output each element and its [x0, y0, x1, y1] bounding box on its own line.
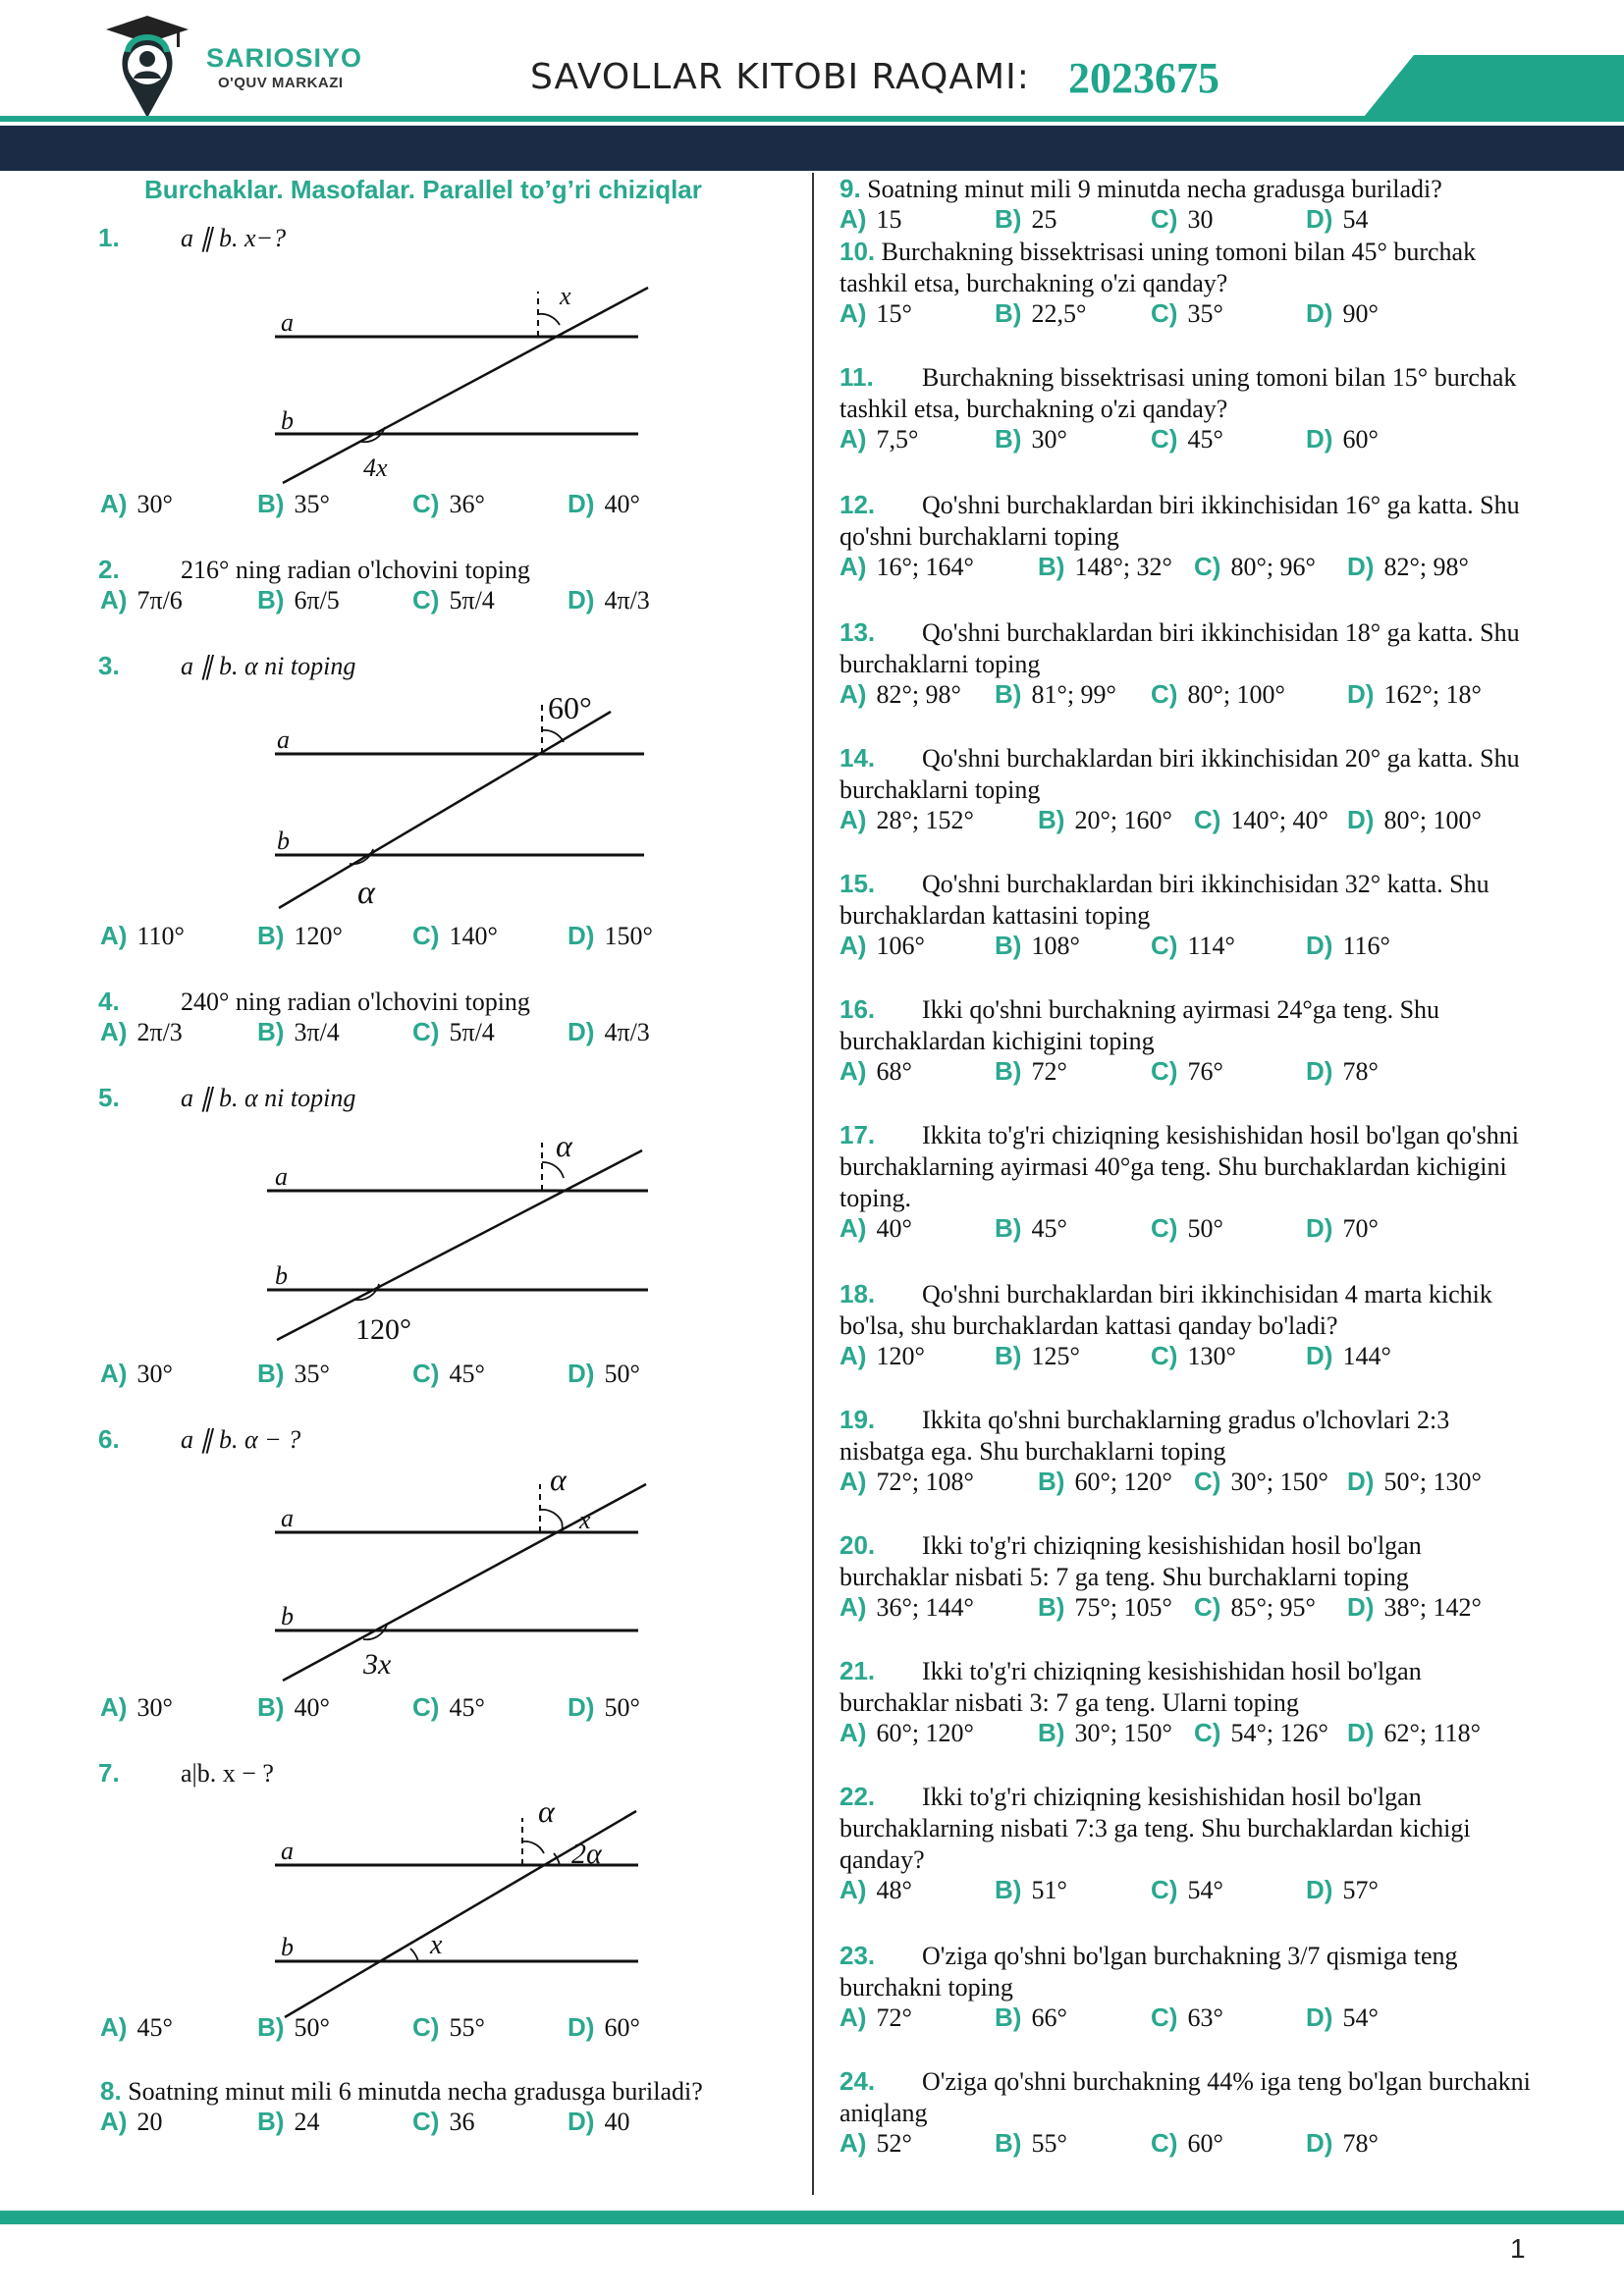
- answer-14-a[interactable]: A) 28°; 152°: [839, 805, 974, 834]
- header-accent-block: [1360, 55, 1624, 122]
- answer-17-d[interactable]: D) 70°: [1306, 1213, 1379, 1243]
- answer-1-b[interactable]: B) 35°: [257, 489, 330, 518]
- svg-text:α: α: [538, 1793, 555, 1829]
- question-13: 13. Qo'shni burchaklardan biri ikkinchisidan 18° ga katta. Shu burchaklarni toping: [839, 617, 1520, 678]
- question-10: 10. Burchakning bissektrisasi uning tomoni bilan 45° burchak tashkil etsa, burchakning o'zi qanday?: [839, 237, 1477, 297]
- question-19: 19. Ikkita qo'shni burchaklarning gradus o'lchovlari 2:3 nisbatga ega. Shu burchaklarni toping: [839, 1405, 1450, 1466]
- question-22: 22. Ikki to'g'ri chiziqning kesishishidan hosil bo'lgan burchaklarning nisbati 7:3 ga teng. Shu burchaklardan kichigi qanday?: [839, 1782, 1471, 1874]
- answer-20-c[interactable]: C) 85°; 95°: [1194, 1592, 1316, 1622]
- answer-17-b[interactable]: B) 45°: [995, 1213, 1067, 1243]
- answer-20-a[interactable]: A) 36°; 144°: [839, 1592, 974, 1622]
- answer-9-a[interactable]: A) 15: [839, 204, 902, 234]
- question-18: 18. Qo'shni burchaklardan biri ikkinchisidan 4 marta kichik bo'lsa, shu burchaklardan kattasi qanday bo'ladi?: [839, 1279, 1492, 1340]
- answer-11-c[interactable]: C) 45°: [1151, 424, 1223, 454]
- answer-21-a[interactable]: A) 60°; 120°: [839, 1718, 974, 1747]
- answer-7-d[interactable]: D) 60°: [568, 2012, 640, 2042]
- answer-3-c[interactable]: C) 140°: [412, 921, 498, 950]
- answer-16-c[interactable]: C) 76°: [1151, 1056, 1223, 1086]
- question-20: 20. Ikki to'g'ri chiziqning kesishishidan hosil bo'lgan burchaklar nisbati 5: 7 ga teng. Shu burchaklarni toping: [839, 1530, 1422, 1591]
- answer-22-d[interactable]: D) 57°: [1306, 1875, 1379, 1904]
- answer-4-d[interactable]: D) 4π/3: [568, 1017, 650, 1046]
- answer-3-b[interactable]: B) 120°: [257, 921, 343, 950]
- answer-21-c[interactable]: C) 54°; 126°: [1194, 1718, 1328, 1747]
- answer-10-a[interactable]: A) 15°: [839, 298, 912, 328]
- answer-16-a[interactable]: A) 68°: [839, 1056, 912, 1086]
- answer-20-d[interactable]: D) 38°; 142°: [1347, 1592, 1482, 1622]
- answer-23-b[interactable]: B) 66°: [995, 2002, 1067, 2032]
- page-number: 1: [1510, 2233, 1526, 2264]
- answer-12-c[interactable]: C) 80°; 96°: [1194, 552, 1316, 581]
- answer-7-c[interactable]: C) 55°: [412, 2012, 485, 2042]
- answer-18-a[interactable]: A) 120°: [839, 1341, 925, 1370]
- answer-13-b[interactable]: B) 81°; 99°: [995, 679, 1116, 709]
- svg-text:α: α: [357, 875, 375, 911]
- answer-13-d[interactable]: D) 162°; 18°: [1347, 679, 1482, 709]
- svg-text:2α: 2α: [571, 1838, 602, 1870]
- f1-label-b: b: [281, 406, 294, 435]
- question-3: 3. a ∥ b. α ni toping: [98, 651, 356, 680]
- question-6: 6. a ∥ b. α − ?: [98, 1424, 301, 1454]
- question-11: 11. Burchakning bissektrisasi uning tomoni bilan 15° burchak tashkil etsa, burchakning o'zi qanday?: [839, 362, 1517, 423]
- answer-16-b[interactable]: B) 72°: [995, 1056, 1067, 1086]
- svg-text:3x: 3x: [363, 1648, 392, 1681]
- answer-15-a[interactable]: A) 106°: [839, 931, 925, 960]
- svg-text:a: a: [281, 1504, 294, 1532]
- answer-18-b[interactable]: B) 125°: [995, 1341, 1080, 1370]
- logo-name: SARIOSIYO: [206, 43, 363, 73]
- answer-15-c[interactable]: C) 114°: [1151, 931, 1235, 960]
- question-8: 8. Soatning minut mili 6 minutda necha gradusga buriladi?: [100, 2076, 703, 2106]
- answer-2-b[interactable]: B) 6π/5: [257, 585, 340, 614]
- svg-text:α: α: [550, 1462, 567, 1497]
- answer-24-d[interactable]: D) 78°: [1306, 2128, 1379, 2158]
- f1-label-bottom: 4x: [363, 454, 388, 482]
- svg-text:b: b: [275, 1261, 288, 1290]
- question-2: 2. 216° ning radian o'lchovini toping: [98, 555, 530, 584]
- answer-9-d[interactable]: D) 54: [1306, 204, 1369, 234]
- question-12: 12. Qo'shni burchaklardan biri ikkinchisidan 16° ga katta. Shu qo'shni burchaklarni toping: [839, 490, 1520, 551]
- svg-text:x: x: [579, 1506, 591, 1534]
- question-24: 24. O'ziga qo'shni burchakning 44% iga teng bo'lgan burchakni aniqlang: [839, 2066, 1531, 2127]
- header-accent-line: [0, 116, 1370, 122]
- answer-15-b[interactable]: B) 108°: [995, 931, 1080, 960]
- question-23: 23. O'ziga qo'shni bo'lgan burchakning 3/7 qismiga teng burchakni toping: [839, 1941, 1458, 2002]
- svg-text:a: a: [277, 725, 290, 754]
- booklet-title: SAVOLLAR KITOBI RAQAMI:: [530, 57, 1030, 97]
- answer-4-a[interactable]: A) 2π/3: [100, 1017, 183, 1046]
- answer-1-a[interactable]: A) 30°: [100, 489, 173, 518]
- f1-label-top: x: [560, 282, 571, 310]
- question-16: 16. Ikki qo'shni burchakning ayirmasi 24°ga teng. Shu burchaklardan kichigini toping: [839, 994, 1440, 1055]
- answer-8-b[interactable]: B) 24: [257, 2107, 320, 2136]
- answer-9-c[interactable]: C) 30: [1151, 204, 1214, 234]
- answer-21-b[interactable]: B) 30°; 150°: [1038, 1718, 1172, 1747]
- section-title: Burchaklar. Masofalar. Parallel to’g’ri chiziqlar: [144, 175, 702, 204]
- answer-15-d[interactable]: D) 116°: [1306, 931, 1390, 960]
- figure-3: [265, 687, 658, 913]
- question-14: 14. Qo'shni burchaklardan biri ikkinchisidan 20° ga katta. Shu burchaklarni toping: [839, 743, 1520, 804]
- answer-22-b[interactable]: B) 51°: [995, 1875, 1067, 1904]
- answer-2-c[interactable]: C) 5π/4: [412, 585, 495, 614]
- answer-23-d[interactable]: D) 54°: [1306, 2002, 1379, 2032]
- figure-6: [265, 1463, 658, 1688]
- question-1: 1. a ∥ b. x−?: [98, 223, 287, 252]
- answer-5-c[interactable]: C) 45°: [412, 1359, 485, 1388]
- svg-text:60°: 60°: [548, 690, 592, 725]
- footer-bar: [0, 2211, 1624, 2224]
- answer-14-b[interactable]: B) 20°; 160°: [1038, 805, 1172, 834]
- question-4: 4. 240° ning radian o'lchovini toping: [98, 987, 530, 1016]
- question-21: 21. Ikki to'g'ri chiziqning kesishishidan hosil bo'lgan burchaklar nisbati 3: 7 ga teng. Ularni toping: [839, 1656, 1422, 1717]
- answer-6-d[interactable]: D) 50°: [568, 1692, 640, 1722]
- booklet-number: 2023675: [1068, 54, 1219, 102]
- question-5: 5. a ∥ b. α ni toping: [98, 1083, 356, 1112]
- question-15: 15. Qo'shni burchaklardan biri ikkinchisidan 32° katta. Shu burchaklardan kattasini toping: [839, 869, 1489, 930]
- answer-7-b[interactable]: B) 50°: [257, 2012, 330, 2042]
- answer-19-d[interactable]: D) 50°; 130°: [1347, 1467, 1482, 1496]
- answer-8-c[interactable]: C) 36: [412, 2107, 475, 2136]
- answer-24-c[interactable]: C) 60°: [1151, 2128, 1223, 2158]
- answer-19-b[interactable]: B) 60°; 120°: [1038, 1467, 1172, 1496]
- answer-7-a[interactable]: A) 45°: [100, 2012, 173, 2042]
- answer-8-a[interactable]: A) 20: [100, 2107, 163, 2136]
- answer-6-a[interactable]: A) 30°: [100, 1692, 173, 1722]
- svg-text:a: a: [281, 1837, 294, 1865]
- answer-17-c[interactable]: C) 50°: [1151, 1213, 1223, 1243]
- answer-2-a[interactable]: A) 7π/6: [100, 585, 183, 614]
- answer-10-d[interactable]: D) 90°: [1306, 298, 1379, 328]
- question-7: 7. a|b. x − ?: [98, 1758, 274, 1788]
- svg-text:b: b: [281, 1602, 294, 1630]
- answer-11-d[interactable]: D) 60°: [1306, 424, 1379, 454]
- answer-22-a[interactable]: A) 48°: [839, 1875, 912, 1904]
- svg-text:a: a: [275, 1162, 288, 1191]
- logo-subtitle: O'QUV MARKAZI: [218, 75, 344, 91]
- answer-1-d[interactable]: D) 40°: [568, 489, 640, 518]
- header-band: [0, 126, 1624, 171]
- svg-text:b: b: [281, 1933, 294, 1961]
- figure-1: [265, 280, 658, 496]
- answer-19-a[interactable]: A) 72°; 108°: [839, 1467, 974, 1496]
- answer-16-d[interactable]: D) 78°: [1306, 1056, 1379, 1086]
- answer-8-d[interactable]: D) 40: [568, 2107, 630, 2136]
- answer-24-a[interactable]: A) 52°: [839, 2128, 912, 2158]
- answer-5-b[interactable]: B) 35°: [257, 1359, 330, 1388]
- answer-3-d[interactable]: D) 150°: [568, 921, 653, 950]
- answer-13-c[interactable]: C) 80°; 100°: [1151, 679, 1285, 709]
- answer-5-d[interactable]: D) 50°: [568, 1359, 640, 1388]
- svg-text:b: b: [277, 827, 290, 855]
- answer-6-b[interactable]: B) 40°: [257, 1692, 330, 1722]
- svg-text:α: α: [556, 1128, 572, 1163]
- answer-6-c[interactable]: C) 45°: [412, 1692, 485, 1722]
- answer-23-a[interactable]: A) 72°: [839, 2002, 912, 2032]
- answer-11-a[interactable]: A) 7,5°: [839, 424, 919, 454]
- question-9: 9. Soatning minut mili 9 minutda necha gradusga buriladi?: [839, 174, 1442, 203]
- question-17: 17. Ikkita to'g'ri chiziqning kesishishidan hosil bo'lgan qo'shni burchaklarning ayirmasi 40°ga teng. Shu burchaklardan kichigini toping.: [839, 1120, 1520, 1212]
- answer-18-d[interactable]: D) 144°: [1306, 1341, 1391, 1370]
- answer-23-c[interactable]: C) 63°: [1151, 2002, 1223, 2032]
- answer-19-c[interactable]: C) 30°; 150°: [1194, 1467, 1328, 1496]
- answer-14-c[interactable]: C) 140°; 40°: [1194, 805, 1328, 834]
- answer-4-b[interactable]: B) 3π/4: [257, 1017, 340, 1046]
- svg-text:x: x: [430, 1930, 443, 1960]
- answer-12-d[interactable]: D) 82°; 98°: [1347, 552, 1469, 581]
- figure-5: [257, 1119, 660, 1355]
- figure-7: [265, 1793, 658, 2032]
- answer-11-b[interactable]: B) 30°: [995, 424, 1067, 454]
- answer-20-b[interactable]: B) 75°; 105°: [1038, 1592, 1172, 1622]
- answer-2-d[interactable]: D) 4π/3: [568, 585, 650, 614]
- answer-18-c[interactable]: C) 130°: [1151, 1341, 1236, 1370]
- answer-10-c[interactable]: C) 35°: [1151, 298, 1223, 328]
- f1-label-a: a: [281, 308, 294, 337]
- answer-13-a[interactable]: A) 82°; 98°: [839, 679, 961, 709]
- answer-22-c[interactable]: C) 54°: [1151, 1875, 1223, 1904]
- column-divider: [812, 173, 814, 2195]
- svg-text:120°: 120°: [355, 1313, 411, 1346]
- answer-21-d[interactable]: D) 62°; 118°: [1347, 1718, 1481, 1747]
- answer-9-b[interactable]: B) 25: [995, 204, 1057, 234]
- answer-1-c[interactable]: C) 36°: [412, 489, 485, 518]
- answer-14-d[interactable]: D) 80°; 100°: [1347, 805, 1482, 834]
- answer-12-b[interactable]: B) 148°; 32°: [1038, 552, 1172, 581]
- answer-3-a[interactable]: A) 110°: [100, 921, 185, 950]
- answer-17-a[interactable]: A) 40°: [839, 1213, 912, 1243]
- answer-4-c[interactable]: C) 5π/4: [412, 1017, 495, 1046]
- answer-10-b[interactable]: B) 22,5°: [995, 298, 1087, 328]
- answer-24-b[interactable]: B) 55°: [995, 2128, 1067, 2158]
- answer-12-a[interactable]: A) 16°; 164°: [839, 552, 974, 581]
- answer-5-a[interactable]: A) 30°: [100, 1359, 173, 1388]
- logo-emblem: [98, 8, 196, 124]
